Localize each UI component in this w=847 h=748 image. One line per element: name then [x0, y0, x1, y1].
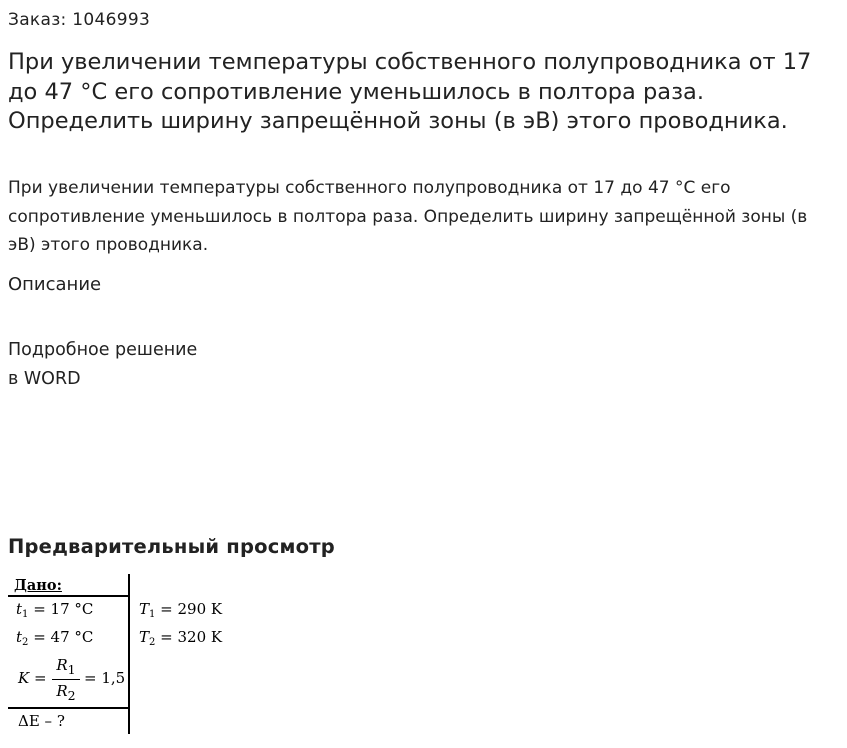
k-value: = 1,5: [84, 669, 126, 687]
T1-value: = 290 K: [160, 600, 223, 618]
preview-heading: Предварительный просмотр: [8, 535, 335, 558]
preview-divider-vertical: [128, 574, 130, 734]
problem-text: При увеличении температуры собственного полупроводника от 17 до 47 °С его сопротивление уменьшилось в полтора раза. Определить ширину запрещённой зоны (в эВ) этого проводника.: [8, 178, 808, 255]
t2-value: = 47 °C: [33, 628, 94, 646]
find-delta-e: ΔE – ?: [18, 712, 65, 730]
ratio-denominator: $R_2$: [56, 682, 76, 703]
fraction-bar: [52, 679, 80, 680]
preview-divider-top: [8, 595, 129, 597]
k-variable: K =: [18, 669, 47, 687]
order-number: Заказ: 1046993: [8, 10, 151, 30]
converted-T2: [139, 628, 222, 648]
t2-variable: t: [16, 628, 23, 646]
t1-variable: t: [16, 600, 23, 618]
solution-preview-image: [8, 574, 308, 748]
solution-line-2: в WORD: [8, 369, 81, 389]
T1-subscript: 1: [149, 609, 156, 620]
given-t1: [16, 600, 93, 620]
solution-info: [8, 336, 197, 394]
T2-variable: T: [139, 628, 150, 646]
converted-T1: [139, 600, 222, 620]
T2-value: = 320 K: [160, 628, 223, 646]
T2-subscript: 2: [149, 637, 156, 648]
T1-variable: T: [139, 600, 150, 618]
given-k-label: [18, 669, 47, 687]
given-t2: [16, 628, 93, 648]
preview-divider-bottom: [8, 707, 129, 709]
description-label: Описание: [8, 274, 102, 295]
problem-title: При увеличении температуры собственного полупроводника от 17 до 47 °С его сопротивление уменьшилось в полтора раза. Определить ширину запрещённой зоны (в эВ) этого проводника.: [8, 49, 812, 134]
solution-line-1: Подробное решение: [8, 340, 198, 360]
t2-subscript: 2: [22, 637, 29, 648]
t1-subscript: 1: [22, 609, 29, 620]
resistance-ratio: [52, 656, 80, 703]
given-label: Дано:: [14, 577, 62, 594]
t1-value: = 17 °C: [33, 600, 94, 618]
ratio-numerator: $R_1$: [56, 656, 76, 677]
